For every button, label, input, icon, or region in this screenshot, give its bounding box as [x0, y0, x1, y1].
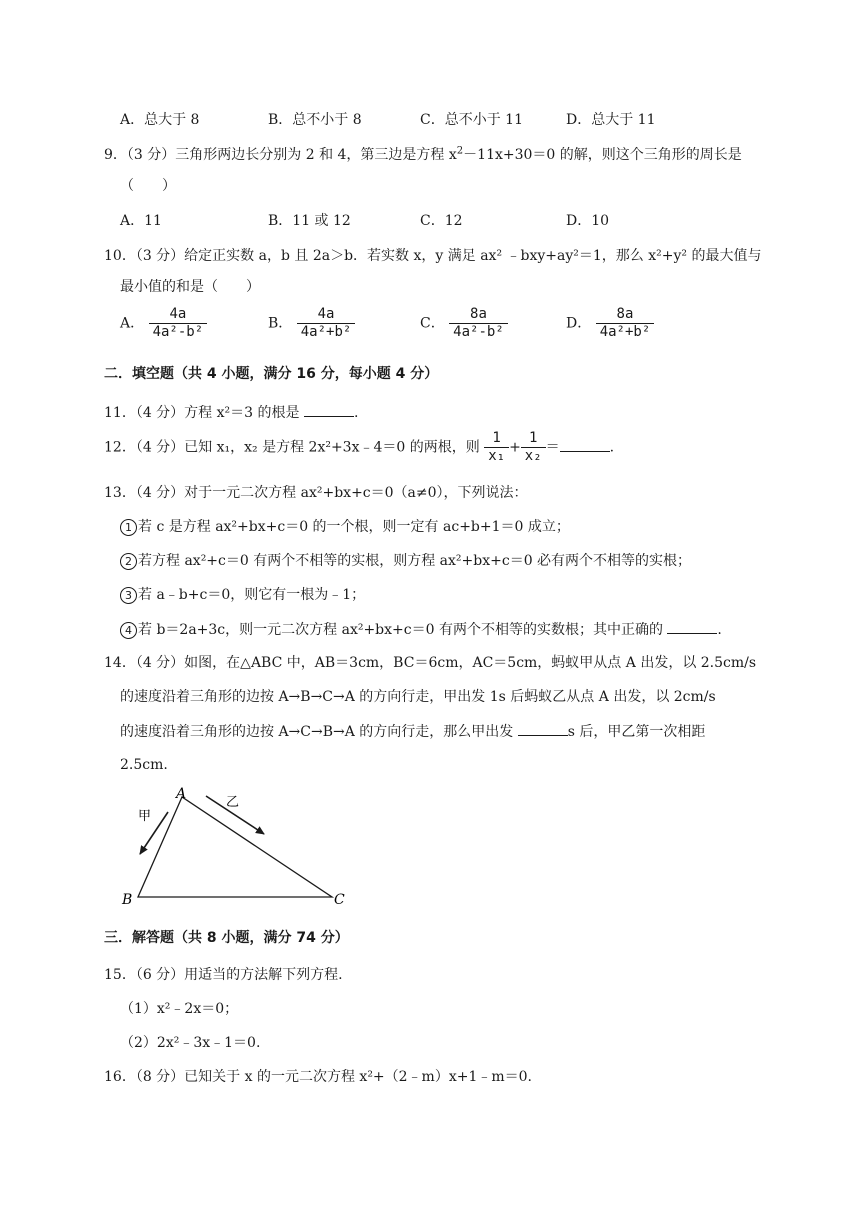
q10-option-a: A． $\frac{4a}{\text{4a²-b²}}$ — [120, 306, 207, 341]
q10-option-c-fraction: $\frac{8a}{\text{4a²-b²}}$ — [449, 306, 508, 341]
circled-number-1: 1 — [120, 519, 137, 536]
q14-answer-blank — [518, 721, 568, 736]
q14-line3: 的速度沿着三角形的边按 A→C→B→A 的方向行走，那么甲出发 s 后，甲乙第一次相距 — [120, 721, 705, 742]
q9-option-a: A．11 — [120, 213, 162, 229]
q16-stem: 16．（8 分）已知关于 x 的一元二次方程 x²+（2﹣m）x+1﹣m＝0. — [104, 1069, 533, 1085]
q14-line2: 的速度沿着三角形的边按 A→B→C→A 的方向行走，甲出发 1s 后蚂蚁乙从点 A 出发，以 2cm/s — [120, 689, 716, 705]
q9-option-c: C．12 — [420, 213, 463, 229]
label-b: B — [122, 892, 133, 908]
q13-item-3: 3 若 a﹣b+c＝0，则它有一根为﹣1； — [120, 585, 365, 605]
q10-option-b-fraction: $\frac{4a}{\text{4a²+b²}}$ — [297, 306, 356, 341]
q10-option-b: B． $\frac{4a}{\text{4a²+b²}}$ — [268, 306, 355, 341]
q9-stem: 9．（3 分）三角形两边长分别为 2 和 4，第三边是方程 $x^2-11x+30=0$ 的解，则这个三角形的周长是 — [104, 145, 742, 163]
section-heading-fill-in: 二．填空题（共 4 小题，满分 16 分，每小题 4 分） — [104, 366, 439, 382]
q14-line4: 2.5cm. — [120, 757, 168, 773]
q14-line1: 14．（4 分）如图，在△ABC 中，AB＝3cm，BC＝6cm，AC＝5cm，蚂蚁甲从点 A 出发，以 2.5cm/s — [104, 655, 757, 671]
q13-answer-blank — [667, 619, 717, 634]
q13-stem: 13．（4 分）对于一元二次方程 ax²+bx+c＝0（a≠0），下列说法： — [104, 485, 528, 501]
circled-number-4: 4 — [120, 622, 137, 639]
q10-stem-line2: 最小值的和是（ ） — [120, 279, 260, 295]
q11-answer-blank — [304, 402, 354, 417]
q13-item-1: 1 若 c 是方程 ax²+bx+c＝0 的一个根，则一定有 ac+b+1＝0 成立； — [120, 517, 570, 537]
label-a: A — [176, 786, 187, 802]
q10-stem-line1: 10．（3 分）给定正实数 a，b 且 2a＞b．若实数 x，y 满足 ax² ﹣bxy+ay²＝1，那么 x²+y² 的最大值与 — [104, 248, 762, 264]
q8-option-d: D．总大于 11 — [566, 112, 656, 128]
q13-item-4: 4 若 b＝2a+3c，则一元二次方程 ax²+bx+c＝0 有两个不相等的实数根；其中正确的 . — [120, 619, 722, 640]
q12-fraction-1: $\frac{1}{\text{x₁}}$ — [484, 430, 509, 465]
q15-part-2: （2）2x²﹣3x﹣1＝0. — [120, 1035, 261, 1051]
q15-part-1: （1）x²﹣2x＝0； — [120, 1001, 239, 1017]
q15-stem: 15．（6 分）用适当的方法解下列方程. — [104, 967, 343, 983]
section-heading-solve: 三．解答题（共 8 小题，满分 74 分） — [104, 930, 349, 946]
label-jia: 甲 — [138, 809, 152, 824]
q9-option-b: B．11 或 12 — [268, 213, 351, 229]
q10-option-d: D． $\frac{8a}{\text{4a²+b²}}$ — [566, 306, 654, 341]
q9-paren: （ ） — [120, 178, 176, 194]
circled-number-2: 2 — [120, 553, 137, 570]
q11-stem: 11．（4 分）方程 x²＝3 的根是 . — [104, 402, 358, 423]
label-c: C — [334, 892, 345, 908]
q9-option-d: D．10 — [566, 213, 610, 229]
q8-option-c: C．总不小于 11 — [420, 112, 523, 128]
q10-option-d-fraction: $\frac{8a}{\text{4a²+b²}}$ — [596, 306, 655, 341]
q12-answer-blank — [560, 437, 610, 452]
q10-option-c: C． $\frac{8a}{\text{4a²-b²}}$ — [420, 306, 508, 341]
q8-option-a: A．总大于 8 — [120, 112, 200, 128]
q8-option-b: B．总不小于 8 — [268, 112, 362, 128]
label-yi: 乙 — [226, 795, 240, 810]
q12-stem: 12．（4 分）已知 x₁，x₂ 是方程 2x²+3x﹣4＝0 的两根，则 $\frac{1}{\text{x₁}}$ + $\frac{1}{\text{x₂}}$ ＝ . — [104, 430, 615, 464]
q10-option-a-fraction: $\frac{4a}{\text{4a²-b²}}$ — [149, 306, 208, 341]
q12-fraction-2: $\frac{1}{\text{x₂}}$ — [521, 430, 546, 465]
q13-item-2: 2 若方程 ax²+c＝0 有两个不相等的实根，则方程 ax²+bx+c＝0 必有两个不相等的实根； — [120, 551, 691, 571]
circled-number-3: 3 — [120, 587, 137, 604]
triangle-figure — [118, 784, 358, 908]
